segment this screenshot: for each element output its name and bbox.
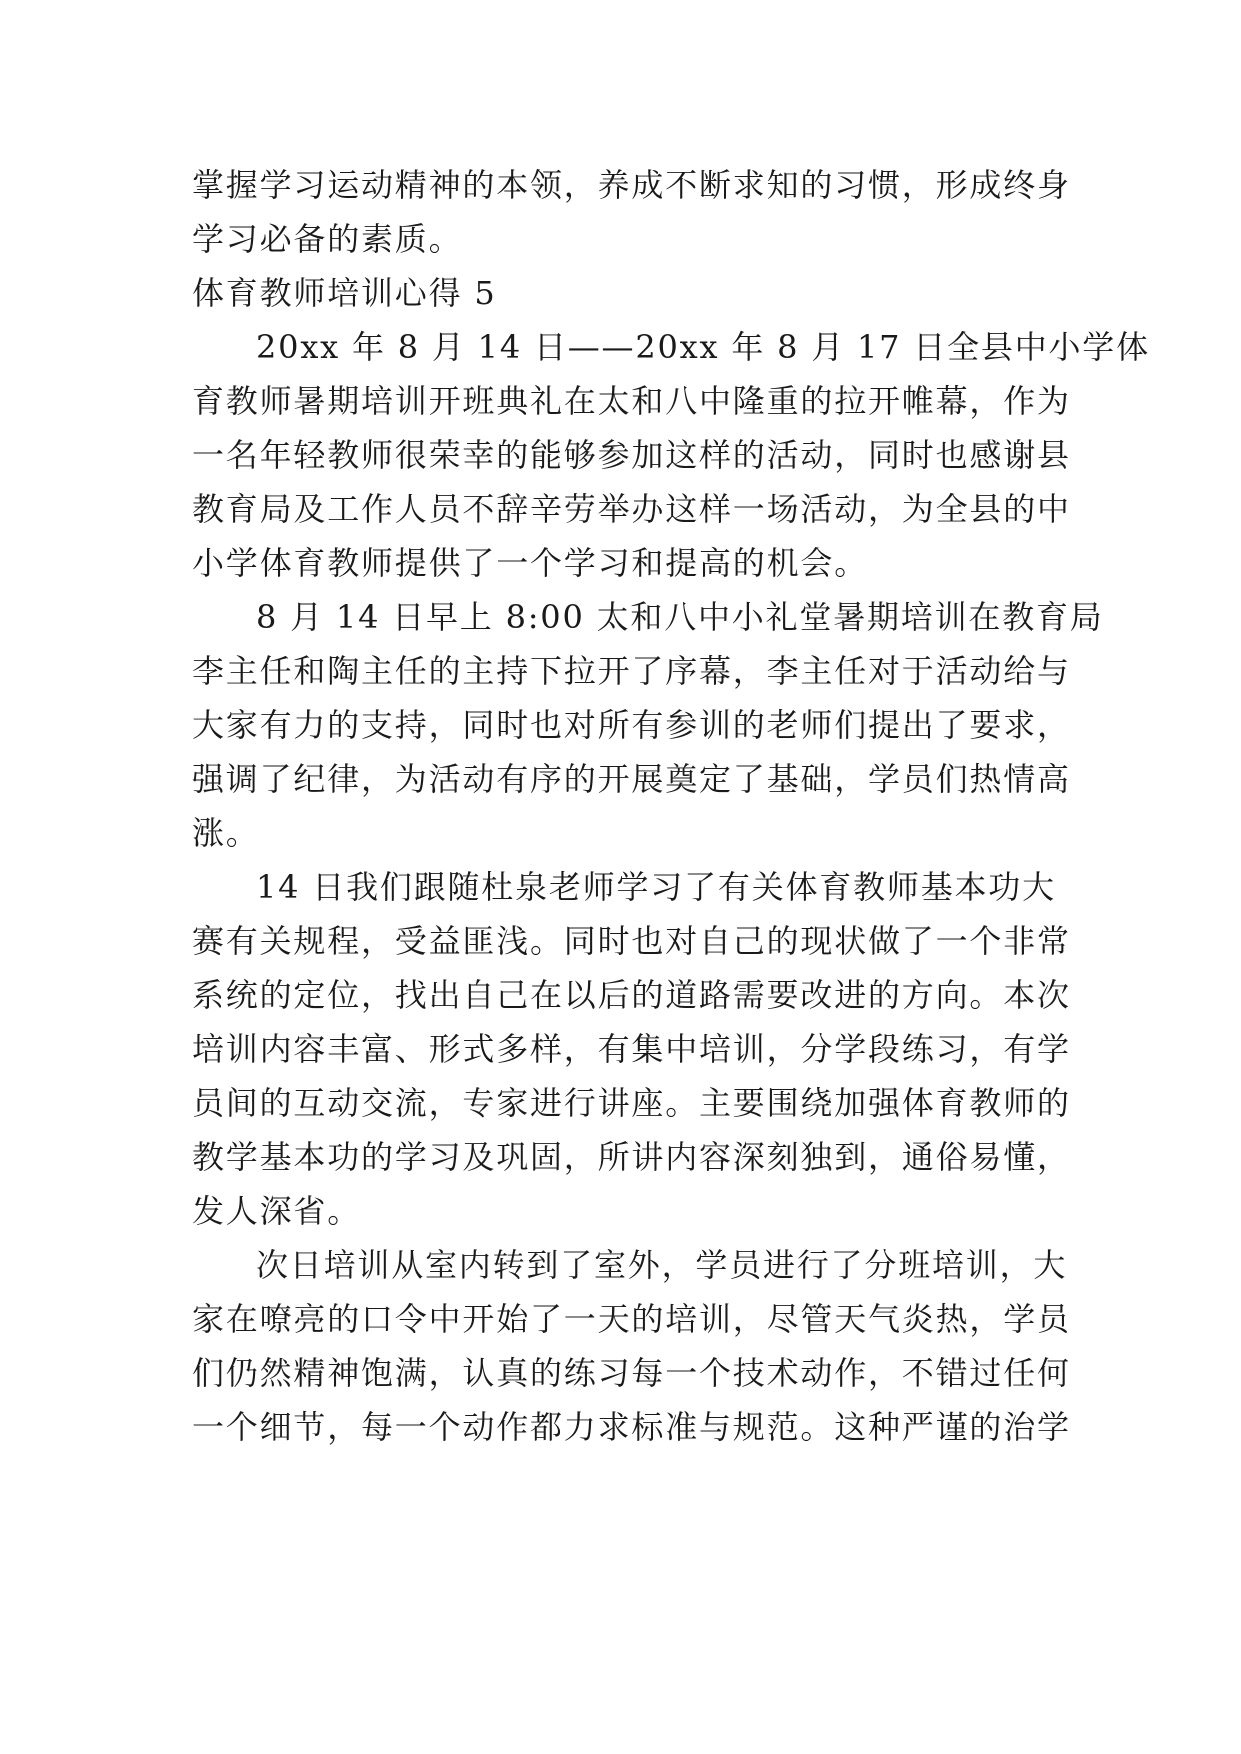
text-line: 家在嘹亮的口令中开始了一天的培训，尽管天气炎热，学员 (192, 1300, 1071, 1338)
text-line: 培训内容丰富、形式多样，有集中培训，分学段练习，有学 (192, 1030, 1071, 1068)
text-line: 大家有力的支持，同时也对所有参训的老师们提出了要求， (192, 706, 1071, 744)
text-line: 掌握学习运动精神的本领，养成不断求知的习惯，形成终身 (192, 166, 1071, 204)
text-line: 涨。 (192, 814, 260, 852)
text-line: 强调了纪律，为活动有序的开展奠定了基础，学员们热情高 (192, 760, 1071, 798)
text-line: 教育局及工作人员不辞辛劳举办这样一场活动，为全县的中 (192, 490, 1071, 528)
text-line: 系统的定位，找出自己在以后的道路需要改进的方向。本次 (192, 976, 1071, 1014)
text-line: 教学基本功的学习及巩固，所讲内容深刻独到，通俗易懂， (192, 1138, 1071, 1176)
document-body (192, 158, 1150, 1454)
text-line: 一个细节，每一个动作都力求标准与规范。这种严谨的治学 (192, 1408, 1071, 1446)
paragraph-first-line: 20xx 年 8 月 14 日——20xx 年 8 月 17 日全县中小学体 (256, 328, 1150, 366)
text-line: 们仍然精神饱满，认真的练习每一个技术动作，不错过任何 (192, 1354, 1071, 1392)
paragraph-first-line: 8 月 14 日早上 8:00 太和八中小礼堂暑期培训在教育局 (256, 598, 1104, 636)
paragraph-first-line: 14 日我们跟随杜泉老师学习了有关体育教师基本功大 (256, 868, 1056, 906)
text-line: 员间的互动交流，专家进行讲座。主要围绕加强体育教师的 (192, 1084, 1071, 1122)
paragraph-first-line: 次日培训从室内转到了室外，学员进行了分班培训，大 (256, 1246, 1068, 1284)
text-line: 发人深省。 (192, 1192, 362, 1230)
text-line: 赛有关规程，受益匪浅。同时也对自己的现状做了一个非常 (192, 922, 1071, 960)
text-line: 育教师暑期培训开班典礼在太和八中隆重的拉开帷幕，作为 (192, 382, 1071, 420)
text-line: 学习必备的素质。 (192, 220, 463, 258)
section-heading: 体育教师培训心得 5 (192, 274, 497, 312)
text-line: 李主任和陶主任的主持下拉开了序幕，李主任对于活动给与 (192, 652, 1071, 690)
text-line: 小学体育教师提供了一个学习和提高的机会。 (192, 544, 869, 582)
text-line: 一名年轻教师很荣幸的能够参加这样的活动，同时也感谢县 (192, 436, 1071, 474)
